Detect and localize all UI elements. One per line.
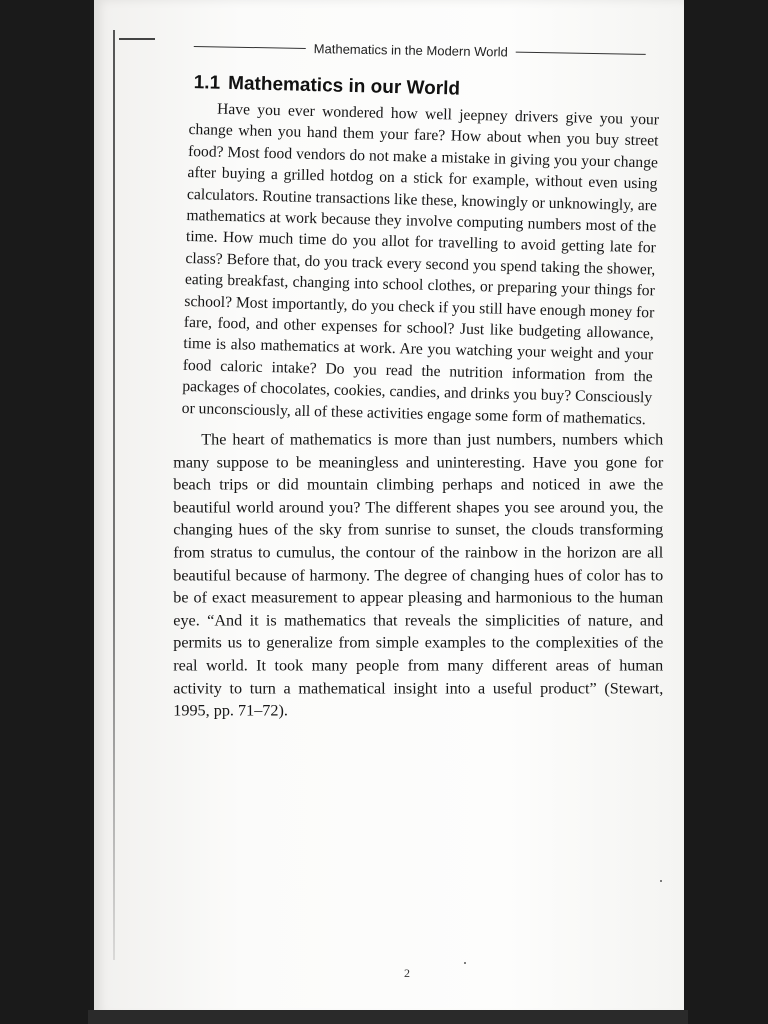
page-fold-line [113, 30, 115, 960]
paragraph-2: The heart of mathematics is more than just numbers, numbers which many suppose to be meaningless and uninteresting. Have you gone for beach trips or did mountain climbing perhaps and noticed in awe the beautiful world around you? The different shapes you see around you, the changing hues of the sky from sunrise to sunset, the clouds transforming from stratus to cumulus, the contour of the rainbow in the horizon are all beautiful because of harmony. The degree of changing hues of color has to be of exact measurement to appear pleasing and harmonious to the human eye. “And it is mathematics that reveals the simplicities of nature, and permits us to generalize from simple examples to the complexities of the real world. It took many people from many different areas of human activity to turn a mathematical insight into a useful product” (Stewart, 1995, pp. 71–72). [173, 430, 664, 720]
section-title: Mathematics in our World [227, 72, 461, 100]
margin-mark [119, 38, 155, 40]
page-number: 2 [404, 966, 410, 980]
section-number: 1.1 [193, 72, 221, 94]
dust-speck [660, 880, 662, 882]
page-content [173, 72, 664, 734]
paragraph-1: Have you ever wondered how well jeepney drivers give you your change when you hand them your fare? How about when you buy street food? Most food vendors do not make a mistake in giving you your change after buying a grilled hotdog on a stick for example, without even using calculators. Routine transactions like these, knowingly or unknowingly, are mathematics at work because they involve computing numbers most of the time. How much time do you allot for travelling to avoid getting late for class? Before that, do you track every second you spend taking the shower, eating breakfast, changing into school clothes, or preparing your things for school? Most importantly, do you check if you still have enough money for fare, food, and other expenses for school? Just like budgeting allowance, time is also mathematics at work. Are you watching your weight and your food caloric intake? Do you read the nutrition information from the packages of chocolates, cookies, candies, and drinks you buy? Consciously or unconsciously, all of these activities engage some form of mathematics. [181, 100, 660, 428]
header-rule-left [194, 45, 306, 48]
header-rule-right [516, 51, 646, 54]
dust-speck [464, 962, 466, 964]
page-edge-shadow [88, 1010, 688, 1024]
running-title: Mathematics in the Modern World [313, 40, 508, 59]
